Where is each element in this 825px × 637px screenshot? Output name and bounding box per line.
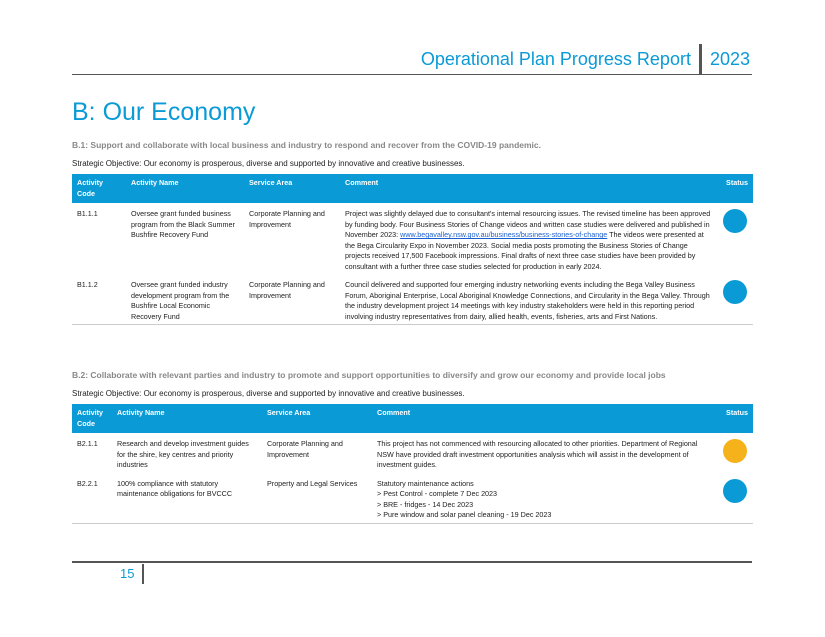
service-area: Corporate Planning and Improvement (244, 203, 340, 274)
activity-comment (372, 473, 718, 524)
table-row (72, 433, 753, 473)
col-service-area: Service Area (262, 404, 372, 433)
col-activity-name: Activity Name (112, 404, 262, 433)
report-header (421, 44, 750, 74)
activity-table-b1 (72, 174, 753, 325)
table-row (72, 473, 753, 524)
service-area: Corporate Planning and Improvement (262, 433, 372, 473)
status-indicator (723, 209, 747, 233)
table-row (72, 274, 753, 325)
comment-text: Project was slightly delayed due to consultant's internal resourcing issues. The revised timeline has been approved by funding body. Four Business Stories of Change videos and written case studies were delivered and published in November 2023: (345, 209, 711, 239)
activity-code: B2.1.1 (72, 433, 112, 473)
status-cell (718, 274, 753, 325)
footer-rule (72, 561, 752, 563)
status-cell (718, 473, 753, 524)
activity-table-b2 (72, 404, 753, 524)
activity-code: B2.2.1 (72, 473, 112, 524)
activity-code: B1.1.1 (72, 203, 126, 274)
business-stories-link[interactable]: www.begavalley.nsw.gov.au/business/business-stories-of-change (400, 230, 608, 239)
activity-name: Oversee grant funded business program from the Black Summer Bushfire Recovery Fund (126, 203, 244, 274)
comment-line: > Pure window and solar panel cleaning - 19 Dec 2023 (377, 510, 552, 519)
header-rule (72, 74, 752, 75)
col-service-area: Service Area (244, 174, 340, 203)
activity-comment: This project has not commenced with resourcing allocated to other priorities. Department of Regional NSW have provided draft investment opportunities analysis which will assist in the development of investment guides. (372, 433, 718, 473)
col-status: Status (718, 404, 753, 433)
activity-comment: Council delivered and supported four emerging industry networking events including the Bega Valley Business Forum, Aboriginal Enterprise, Local Aboriginal Knowledge Connections, and Circularity in the Bega Valley. Through the industry development project 14 meetings with key industry stakeholders were held in this reporting period involving industry representatives from dairy, allied health, events, fisheries, arts and First Nations. (340, 274, 718, 325)
col-activity-code: Activity Code (72, 404, 112, 433)
status-indicator (723, 479, 747, 503)
status-indicator (723, 280, 747, 304)
strategic-objective-b1: Strategic Objective: Our economy is prosperous, diverse and supported by innovative and creative businesses. (72, 159, 465, 168)
status-cell (718, 203, 753, 274)
table-header-row (72, 174, 753, 203)
table-header-row (72, 404, 753, 433)
activity-name: 100% compliance with statutory maintenance obligations for BVCCC (112, 473, 262, 524)
footer-divider (142, 564, 144, 584)
report-year: 2023 (709, 48, 750, 69)
service-area: Corporate Planning and Improvement (244, 274, 340, 325)
comment-line: > BRE - fridges - 14 Dec 2023 (377, 499, 474, 509)
col-comment: Comment (372, 404, 718, 433)
comment-line: Statutory maintenance actions (377, 478, 474, 488)
col-comment: Comment (340, 174, 718, 203)
section-heading-b1: B.1: Support and collaborate with local business and industry to respond and recover from the COVID-19 pandemic. (72, 140, 541, 150)
comment-line: > Pest Control - complete 7 Dec 2023 (377, 489, 498, 498)
section-heading-b2: B.2: Collaborate with relevant parties and industry to promote and support opportunities to diversify and grow our economy and provide local jobs (72, 370, 666, 380)
col-status: Status (718, 174, 753, 203)
activity-comment (340, 203, 718, 274)
page-number: 15 (120, 566, 135, 581)
strategic-objective-b2: Strategic Objective: Our economy is prosperous, diverse and supported by innovative and creative businesses. (72, 389, 465, 398)
activity-code: B1.1.2 (72, 274, 126, 325)
comment-text: The videos were presented at the Bega Circularity Expo in November 2023. Social media posts promoting the Business Stories of Change projects received 17,500 Facebook impressions. Final drafts of next three case studies have been provided by consultant with a further three case studies selected for production in early 2024. (345, 230, 704, 271)
activity-name: Research and develop investment guides for the shire, key centres and priority industries (112, 433, 262, 473)
service-area: Property and Legal Services (262, 473, 372, 524)
report-title: Operational Plan Progress Report (420, 48, 691, 69)
status-cell (718, 433, 753, 473)
col-activity-name: Activity Name (126, 174, 244, 203)
status-indicator (723, 439, 747, 463)
table-row (72, 203, 753, 274)
activity-name: Oversee grant funded industry development program from the Bushfire Local Economic Recovery Fund (126, 274, 244, 325)
col-activity-code: Activity Code (72, 174, 126, 203)
page-title: B: Our Economy (72, 98, 256, 126)
